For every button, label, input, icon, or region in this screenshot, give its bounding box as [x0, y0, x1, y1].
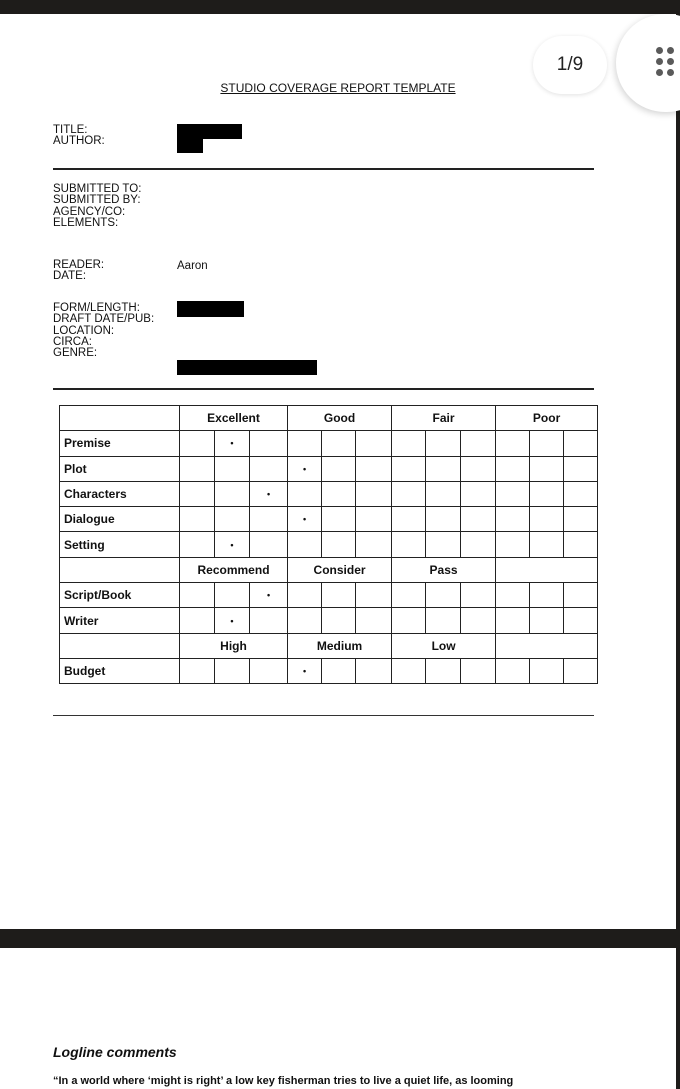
- grid-cell: [392, 456, 426, 481]
- grid-cell: [250, 608, 288, 633]
- grid-cell: [322, 532, 356, 557]
- grid-cell: [461, 431, 496, 456]
- grid-cell: [215, 658, 250, 683]
- grid-cell: [392, 658, 426, 683]
- grid-cell: [564, 431, 598, 456]
- rating-mark: •: [215, 431, 250, 456]
- rating-mark: •: [215, 532, 250, 557]
- grid-cell: [250, 456, 288, 481]
- grid-row: [60, 658, 598, 683]
- redacted-form-length: [177, 301, 244, 317]
- grid-cell: [461, 583, 496, 608]
- grid-cell: [530, 583, 564, 608]
- grid-cell: [496, 583, 530, 608]
- logline-text: “In a world where ‘might is right’ a low key fisherman tries to live a quiet life, as looming: [53, 1075, 514, 1087]
- grid-row: [60, 583, 598, 608]
- viewer-right-edge: [676, 0, 680, 1089]
- grid-cell: [496, 481, 530, 506]
- grid-row: [60, 456, 598, 481]
- grid-cell: [356, 507, 392, 532]
- grid-cell: [564, 608, 598, 633]
- grid-cell: [392, 608, 426, 633]
- grid-cell: [356, 532, 392, 557]
- section-divider: [53, 168, 594, 170]
- rating-mark: •: [288, 507, 322, 532]
- grid-cell: [215, 507, 250, 532]
- grid-header-row: [60, 633, 598, 658]
- grid-cell: [496, 532, 530, 557]
- viewer-top-bar: [0, 0, 680, 14]
- grid-cell: [392, 431, 426, 456]
- column-group-header: Pass: [392, 557, 496, 582]
- column-group-header: Excellent: [180, 406, 288, 431]
- grid-row: [60, 481, 598, 506]
- grid-row-label: Dialogue: [60, 507, 180, 532]
- grid-cell: [356, 456, 392, 481]
- grid-corner-cell: [60, 406, 180, 431]
- grid-header-row: [60, 406, 598, 431]
- grid-cell: [356, 431, 392, 456]
- grid-row-label: Premise: [60, 431, 180, 456]
- grid-cell: [392, 583, 426, 608]
- grid-cell: [564, 507, 598, 532]
- rating-mark: •: [288, 456, 322, 481]
- empty-header-cell: [496, 633, 598, 658]
- grid-cell: [426, 583, 461, 608]
- grid-row-label: Script/Book: [60, 583, 180, 608]
- grid-corner-cell: [60, 633, 180, 658]
- grid-row: [60, 608, 598, 633]
- grid-cell: [496, 507, 530, 532]
- grid-cell: [322, 481, 356, 506]
- grid-cell: [530, 608, 564, 633]
- grid-cell: [426, 431, 461, 456]
- empty-header-cell: [496, 557, 598, 582]
- grid-row: [60, 507, 598, 532]
- grid-cell: [461, 507, 496, 532]
- grid-cell: [530, 456, 564, 481]
- reader-value: Aaron: [177, 260, 208, 272]
- grid-cell: [426, 532, 461, 557]
- grid-cell: [392, 532, 426, 557]
- grid-cell: [392, 481, 426, 506]
- grid-cell: [322, 608, 356, 633]
- column-group-header: Recommend: [180, 557, 288, 582]
- grid-cell: [564, 658, 598, 683]
- redacted-title: [177, 124, 242, 139]
- grid-cell: [530, 532, 564, 557]
- grid-cell: [356, 658, 392, 683]
- grid-cell: [180, 608, 215, 633]
- grid-cell: [426, 608, 461, 633]
- reader-date-labels: READER: DATE:: [53, 259, 105, 283]
- rating-grid: [59, 405, 598, 684]
- grid-cell: [564, 481, 598, 506]
- rating-mark: •: [250, 583, 288, 608]
- grid-cell: [461, 456, 496, 481]
- grid-cell: [322, 456, 356, 481]
- grid-row-label: Characters: [60, 481, 180, 506]
- grid-cell: [288, 532, 322, 557]
- column-group-header: Good: [288, 406, 392, 431]
- grid-cell: [496, 608, 530, 633]
- grid-cell: [426, 481, 461, 506]
- page-counter[interactable]: 1/9: [533, 36, 607, 94]
- grid-cell: [180, 532, 215, 557]
- grid-cell: [530, 481, 564, 506]
- report-title: STUDIO COVERAGE REPORT TEMPLATE: [220, 81, 456, 95]
- grid-cell: [322, 507, 356, 532]
- grid-cell: [250, 507, 288, 532]
- form-info-labels: FORM/LENGTH: DRAFT DATE/PUB: LOCATION: CIRCA: GENRE:: [53, 302, 155, 360]
- grid-header-row: [60, 557, 598, 582]
- grid-cell: [180, 456, 215, 481]
- grid-row-label: Writer: [60, 608, 180, 633]
- grid-cell: [496, 658, 530, 683]
- grid-cell: [250, 431, 288, 456]
- rating-mark: •: [215, 608, 250, 633]
- grid-cell: [564, 583, 598, 608]
- grid-cell: [530, 658, 564, 683]
- grid-cell: [461, 481, 496, 506]
- grid-row-label: Budget: [60, 658, 180, 683]
- submission-labels: SUBMITTED TO: SUBMITTED BY: AGENCY/CO: ELEMENTS:: [53, 183, 142, 229]
- grid-cell: [496, 456, 530, 481]
- grid-cell: [288, 583, 322, 608]
- grid-cell: [215, 583, 250, 608]
- grid-row-label: Plot: [60, 456, 180, 481]
- grid-row-label: Setting: [60, 532, 180, 557]
- grid-cell: [356, 608, 392, 633]
- grid-cell: [461, 608, 496, 633]
- grid-cell: [288, 431, 322, 456]
- column-group-header: Poor: [496, 406, 598, 431]
- section-divider: [53, 715, 594, 716]
- section-divider: [53, 388, 594, 390]
- grid-cell: [426, 507, 461, 532]
- column-group-header: Low: [392, 633, 496, 658]
- grid-cell: [250, 658, 288, 683]
- grid-cell: [356, 481, 392, 506]
- title-author-labels: TITLE: AUTHOR:: [53, 124, 105, 148]
- grid-cell: [288, 608, 322, 633]
- column-group-header: Consider: [288, 557, 392, 582]
- grid-cell: [215, 481, 250, 506]
- grid-cell: [180, 583, 215, 608]
- column-group-header: Medium: [288, 633, 392, 658]
- grid-cell: [530, 507, 564, 532]
- grid-cell: [250, 532, 288, 557]
- document-page-2: [0, 948, 676, 1089]
- grid-cell: [180, 481, 215, 506]
- grid-row: [60, 532, 598, 557]
- column-group-header: High: [180, 633, 288, 658]
- grid-cell: [564, 456, 598, 481]
- rating-mark: •: [288, 658, 322, 683]
- grid-cell: [180, 431, 215, 456]
- grid-corner-cell: [60, 557, 180, 582]
- grid-cell: [496, 431, 530, 456]
- grid-cell: [392, 507, 426, 532]
- logline-heading: Logline comments: [53, 1044, 177, 1060]
- grid-cell: [322, 658, 356, 683]
- grid-cell: [426, 456, 461, 481]
- grid-cell: [180, 658, 215, 683]
- grid-cell: [461, 532, 496, 557]
- grid-cell: [356, 583, 392, 608]
- grid-cell: [530, 431, 564, 456]
- grid-cell: [461, 658, 496, 683]
- redacted-genre: [177, 360, 317, 375]
- grid-cell: [322, 431, 356, 456]
- grid-cell: [180, 507, 215, 532]
- redacted-author: [177, 139, 203, 153]
- grid-row: [60, 431, 598, 456]
- document-page-1: [0, 14, 676, 929]
- grid-cell: [288, 481, 322, 506]
- rating-mark: •: [250, 481, 288, 506]
- grid-cell: [426, 658, 461, 683]
- grid-cell: [215, 456, 250, 481]
- grid-cell: [564, 532, 598, 557]
- column-group-header: Fair: [392, 406, 496, 431]
- grid-cell: [322, 583, 356, 608]
